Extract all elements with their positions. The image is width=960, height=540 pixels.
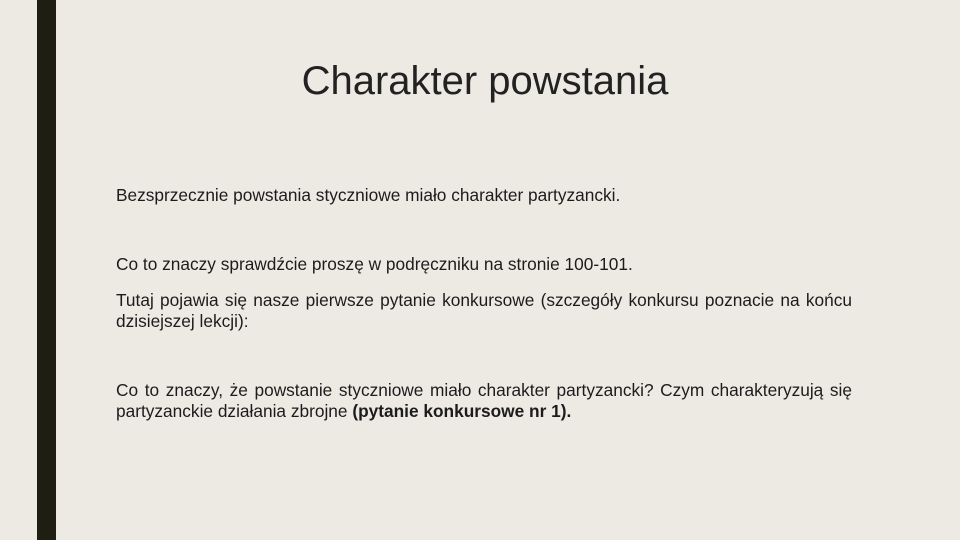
paragraph-contest-question xyxy=(116,380,852,422)
contest-question-label: (pytanie konkursowe nr 1). xyxy=(352,401,572,421)
side-accent-bar xyxy=(37,0,56,540)
paragraph-textbook-reference: Co to znaczy sprawdźcie proszę w podręczniku na stronie 100-101. xyxy=(116,254,633,274)
contest-question-text: Co to znaczy, że powstanie styczniowe miało charakter partyzancki? Czym charakteryzują się partyzanckie działania zbrojne xyxy=(116,380,852,421)
paragraph-contest-info: Tutaj pojawia się nasze pierwsze pytanie konkursowe (szczegóły konkursu poznacie na końcu dzisiejszej lekcji): xyxy=(116,290,852,331)
paragraph-intro: Bezsprzecznie powstania styczniowe miało charakter partyzancki. xyxy=(116,185,621,205)
slide-title: Charakter powstania xyxy=(301,59,669,103)
